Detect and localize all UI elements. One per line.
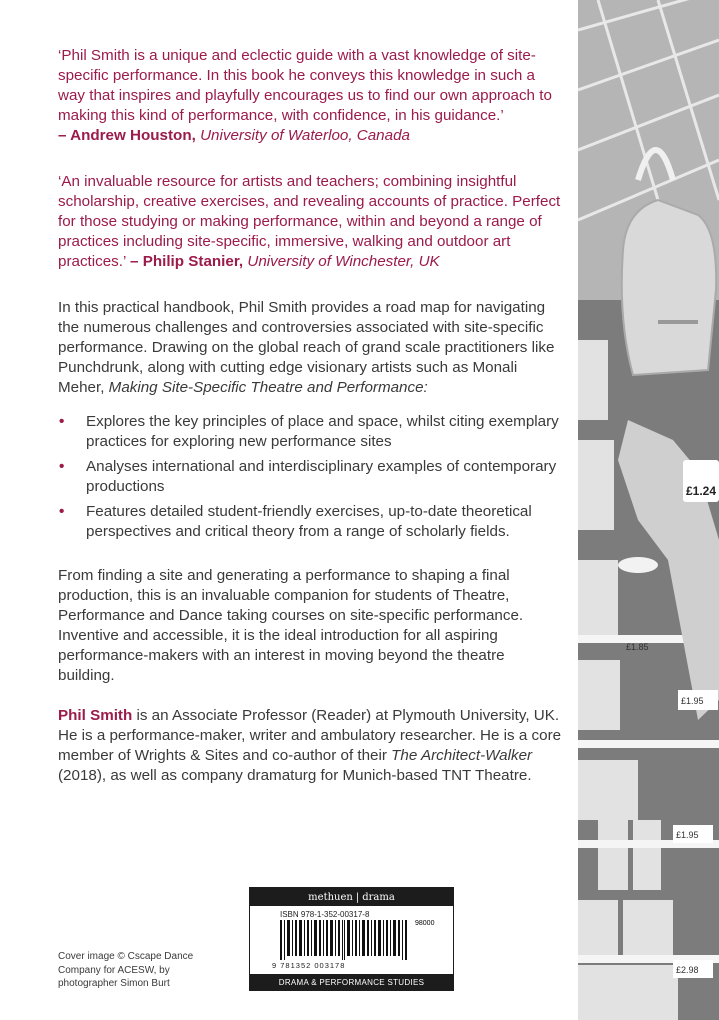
quote-text: ‘Phil Smith is a unique and eclectic guide with a vast knowledge of site-specific performance. In this book he conveys this knowledge in such a way that inspires and playfully encourages us to find our own approach to making this kind of performance, with confidence, in his guidance.’ [58,47,552,124]
bio-text-end: (2018), as well as company dramaturg for Munich-based TNT Theatre. [58,767,532,784]
publisher-name: methuen [308,891,353,903]
barcode-icon [280,920,410,960]
blurb-column [58,46,562,806]
endorsement-quote-1 [58,46,562,146]
bullet-icon: • [59,413,65,430]
bio-book-title: The Architect-Walker [391,747,533,764]
endorsement-quote-2 [58,172,562,272]
quote-text: ‘An invaluable resource for artists and teachers; combining insightful scholarship, creative exercises, and revealing accounts of practice. Perfect for those studying or making performance, within and beyond a range of practices including site-specific, immersive, walking and outdoor art practices.’ [58,173,561,270]
cover-image-credit: Cover image © Cscape Dance Company for ACESW, by photographer Simon Burt [58,951,194,989]
barcode-panel [249,887,454,991]
bullet-icon: • [59,458,65,475]
summary-paragraph: From finding a site and generating a performance to shaping a final production, this is an invaluable companion for students of Theatre, Performance and Dance taking courses on site-specific performance. Inventive and accessible, it is the ideal introduction for all aspiring performance-makers with an interest in moving beyond the theatre building. [58,567,524,684]
book-title-reference: Making Site-Specific Theatre and Performance: [108,379,428,396]
bullet-icon: • [59,503,65,520]
quote-institution: University of Winchester, UK [247,253,440,270]
barcode-digits: 9 781352 003178 [272,961,346,970]
bio-text: is an Associate Professor (Reader) at Plymouth University, UK. He is a performance-maker, writer and ambulatory researcher. He is a core member of Wrights & Sites and co-author of their [58,707,562,764]
photo-price-label: £1.85 [626,642,649,652]
author-bio [58,706,562,786]
list-item-text: Features detailed student-friendly exercises, up-to-date theoretical perspectives and critical theory from a range of scholarly fields. [86,503,532,540]
cover-photo [578,0,719,1020]
author-name: Phil Smith [58,707,133,724]
photo-price-label: £2.98 [676,965,699,975]
quote-institution: University of Waterloo, Canada [200,127,410,144]
list-item [58,502,562,542]
photo-price-label: £1.95 [676,830,699,840]
quote-author: – Philip Stanier, [130,253,244,270]
photo-price-label: £1.95 [681,696,704,706]
publisher-logo [250,888,453,906]
quote-author: – Andrew Houston, [58,127,196,144]
isbn-text: ISBN 978-1-352-00317-8 [280,910,370,919]
list-item-text: Explores the key principles of place and space, whilst citing exemplary practices for exploring new performance sites [86,413,559,450]
publisher-separator: | [355,891,360,903]
list-item [58,457,562,497]
feature-list [58,412,562,542]
price-code: 98000 [415,920,435,927]
intro-paragraph [58,298,562,398]
list-item-text: Analyses international and interdisciplinary examples of contemporary productions [86,458,557,495]
photo-price-label: £1.24 [686,484,717,498]
subject-category: DRAMA & PERFORMANCE STUDIES [250,974,453,990]
intro-text: In this practical handbook, Phil Smith provides a road map for navigating the numerous challenges and controversies associated with site-specific performance. Drawing on the global reach of grand scale practitioners like Punchdrunk, along with cutting edge visionary artists such as Monali Meher, [58,299,555,396]
publisher-imprint: drama [362,891,395,903]
list-item [58,412,562,452]
